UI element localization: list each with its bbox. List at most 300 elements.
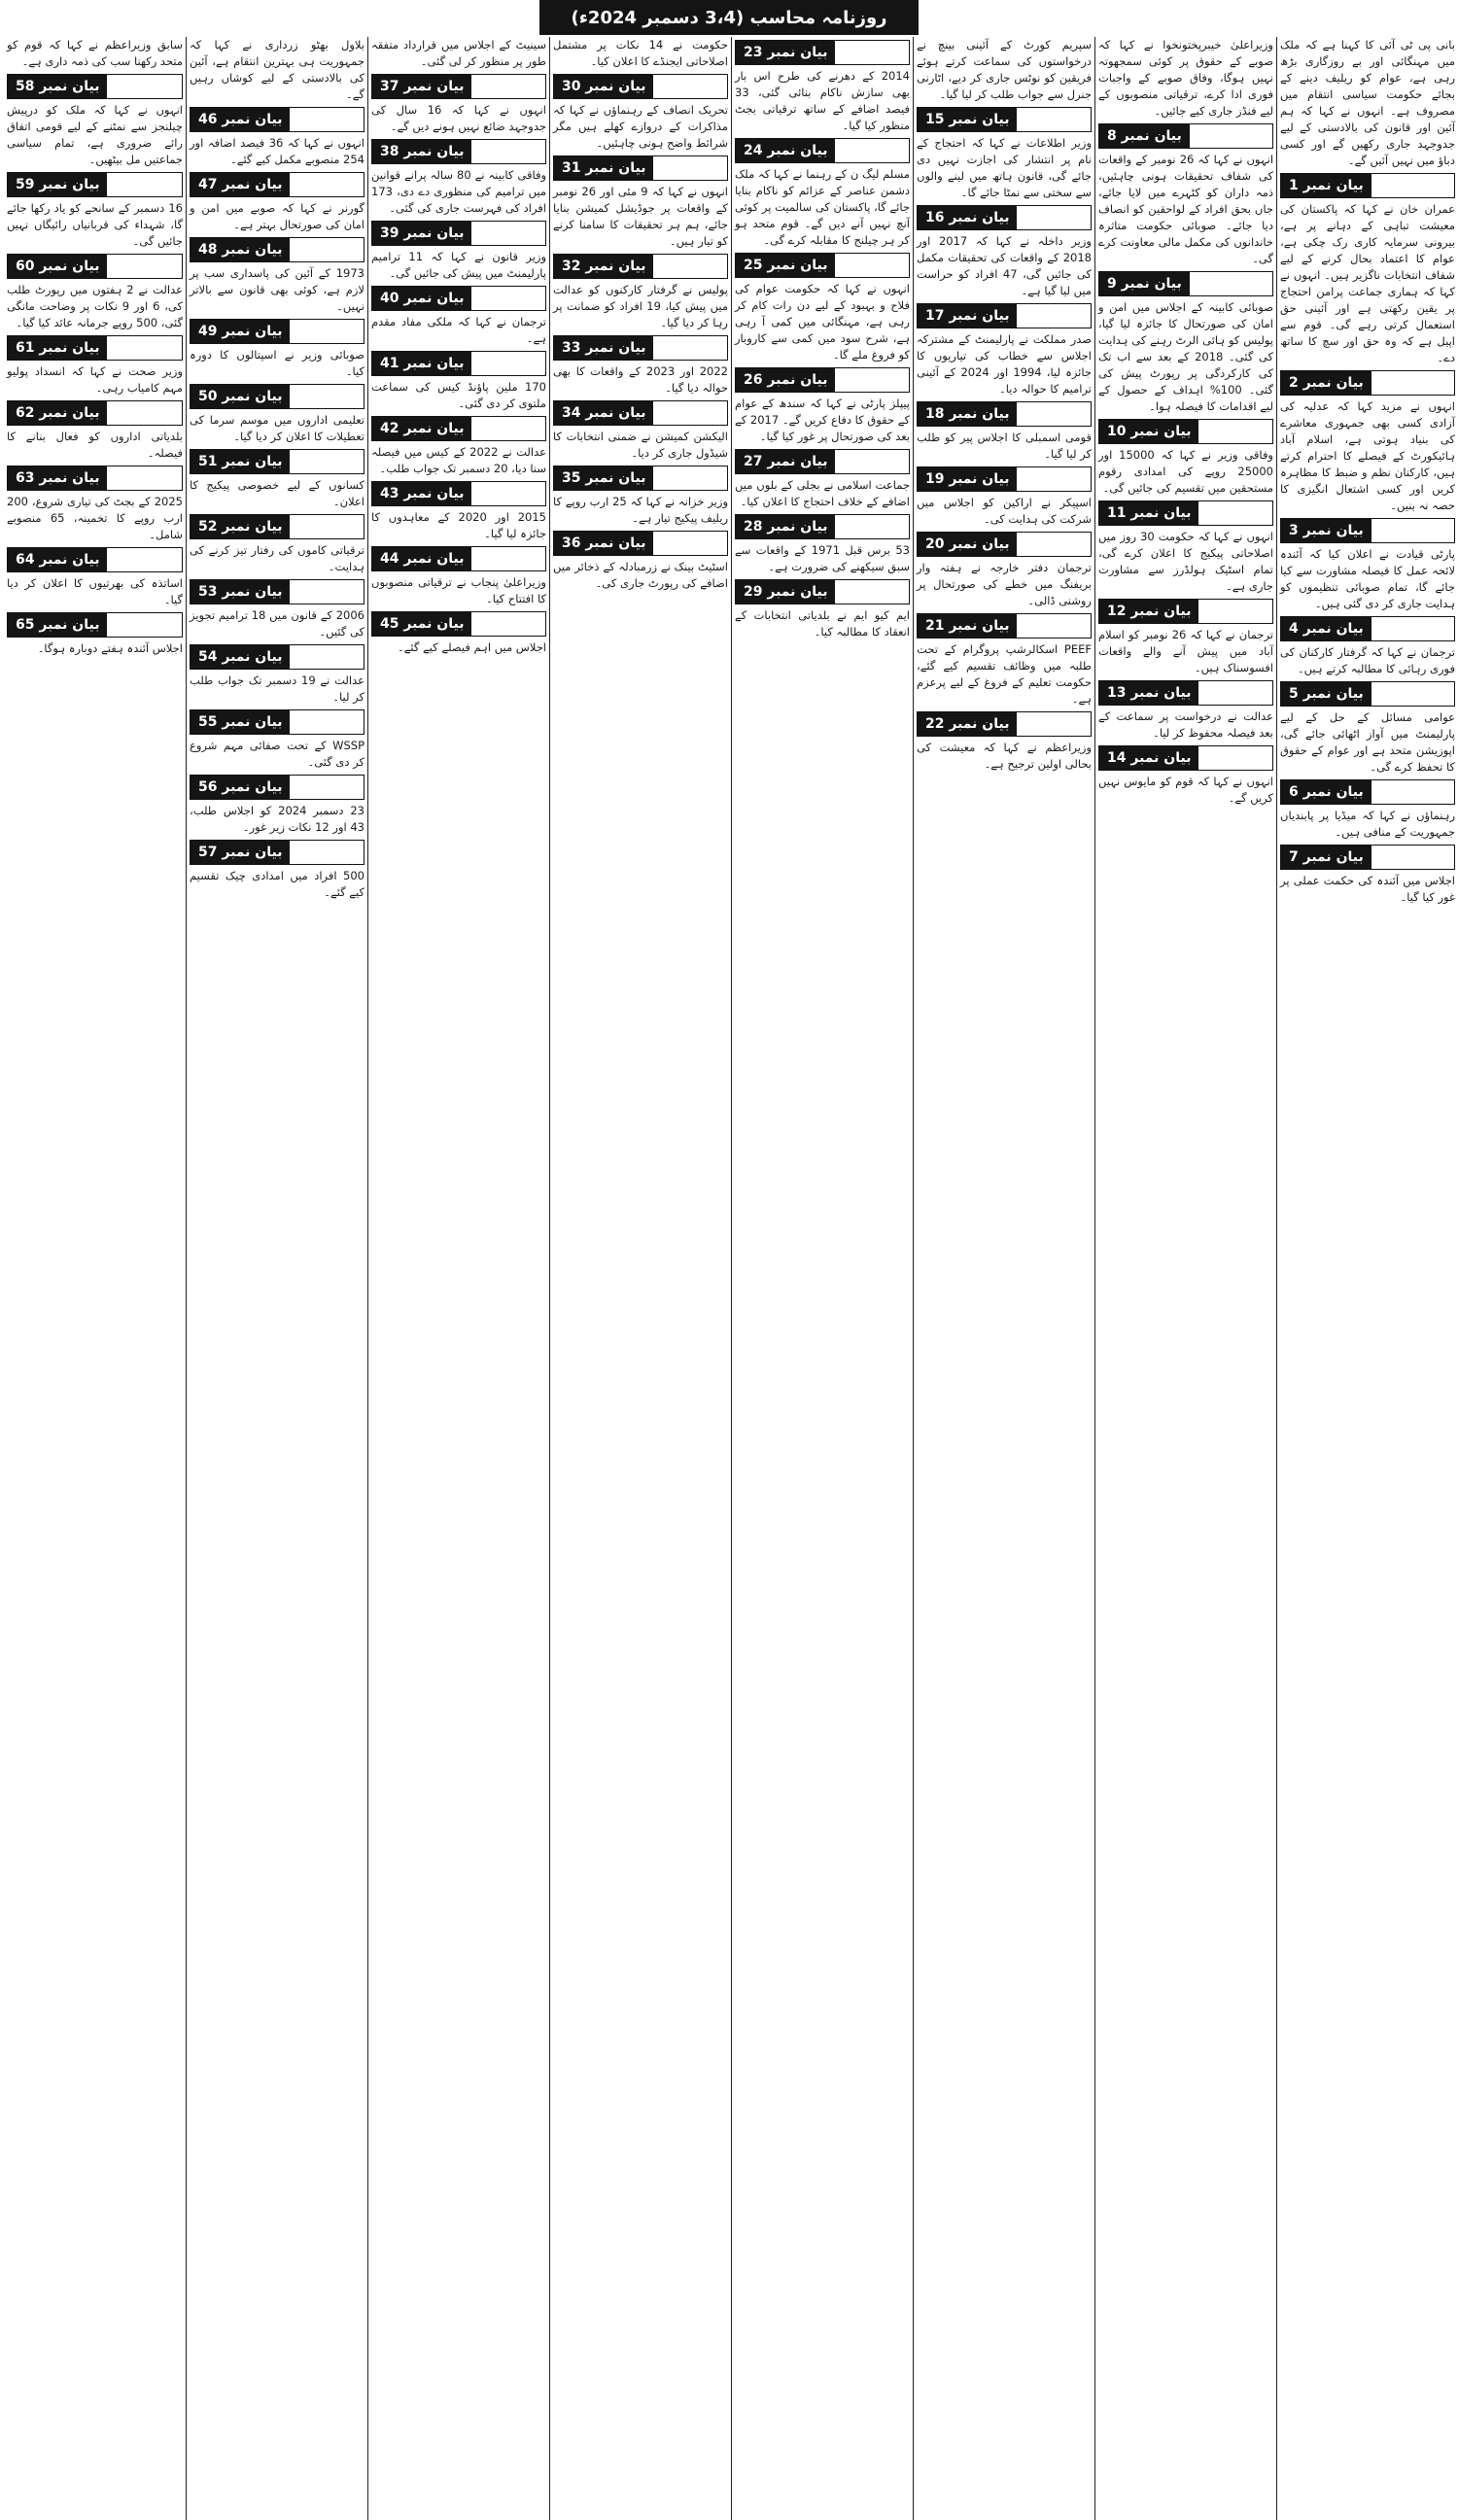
statement-number-label: بیان نمبر 26 (736, 368, 835, 392)
header-rule (107, 466, 182, 490)
statement-number-label: بیان نمبر 55 (191, 710, 290, 734)
statement-number-label: بیان نمبر 60 (8, 255, 107, 278)
header-rule (1017, 402, 1091, 426)
statement-block (553, 254, 728, 331)
news-column (367, 37, 549, 2520)
statement-header (1280, 681, 1455, 707)
statement-number-label: بیان نمبر 35 (554, 466, 653, 490)
statement-block (190, 319, 364, 380)
statement-header (371, 611, 546, 637)
statement-block (1280, 779, 1455, 841)
statement-block (371, 611, 546, 656)
statement-header (7, 335, 183, 361)
statement-header (371, 546, 546, 571)
statement-number-label: بیان نمبر 62 (8, 401, 107, 425)
statement-number-label: بیان نمبر 5 (1281, 682, 1371, 706)
statement-text: 2015 اور 2020 کے معاہدوں کا جائزہ لیا گیا۔ (371, 510, 546, 540)
statement-block (190, 840, 364, 901)
statement-number-label: بیان نمبر 33 (554, 336, 653, 360)
statement-header (553, 155, 728, 181)
header-rule (653, 466, 727, 490)
statement-text: انہوں نے کہا کہ 16 سال کی جدوجہد ضائع نہیں ہونے دیں گے۔ (371, 103, 547, 133)
header-rule (1190, 272, 1272, 295)
statement-block (1280, 37, 1455, 169)
statement-text: عمران خان نے کہا کہ پاکستان کی معیشت تباہی کے دہانے پر ہے، بیرونی سرمایہ کاری رک چکی ہے، عوام کا اعتماد بحال کرنے کے لیے شفاف انتخابات ناگزیر ہیں۔ انہوں نے کہا کہ ہماری جماعت پرامن احتجاج پر یقین رکھتی ہے اور آئینی حق استعمال کرتی رہے گی۔ قوم سے اپیل ہے کہ وہ حق اور سچ کا ساتھ دے۔ (1280, 202, 1455, 364)
statement-header (190, 384, 364, 409)
statement-block (190, 449, 364, 510)
statement-text: انہوں نے کہا کہ حکومت 30 روز میں اصلاحاتی پیکیج کا اعلان کرے گی، تمام اسٹیک ہولڈرز سے مشاورت جاری ہے۔ (1098, 530, 1273, 593)
statement-header (1098, 680, 1273, 706)
statement-text: جماعت اسلامی نے بجلی کے بلوں میں اضافے کے خلاف احتجاج کا اعلان کیا۔ (735, 478, 910, 508)
statement-block (190, 644, 364, 706)
statement-text: 53 برس قبل 1971 کے واقعات سے سبق سیکھنے کی ضرورت ہے۔ (735, 543, 910, 573)
statement-header (917, 532, 1092, 557)
header-rule (1198, 681, 1272, 705)
statement-number-label: بیان نمبر 4 (1281, 617, 1371, 640)
news-column (1094, 37, 1276, 2520)
header-rule (1017, 108, 1091, 131)
statement-number-label: بیان نمبر 38 (372, 140, 471, 163)
statement-text: بانی پی ٹی آئی کا کہنا ہے کہ ملک میں مہنگائی اور بے روزگاری بڑھ رہی ہے، عوام کو ریلیف دینے کے بجائے حکومت سیاسی انتقام میں مصروف ہے۔ انہوں نے کہا کہ ہم آئین اور قانون کی بالادستی کے لیے جدوجہد جاری رکھیں گے اور کسی دباؤ میں نہیں آئیں گے۔ (1280, 38, 1455, 167)
statement-block (1280, 681, 1455, 776)
statement-block (553, 466, 728, 527)
statement-number-label: بیان نمبر 10 (1099, 420, 1198, 443)
statement-text: اجلاس میں اہم فیصلے کیے گئے۔ (397, 640, 546, 654)
statement-number-label: بیان نمبر 32 (554, 255, 653, 278)
statement-block (371, 546, 546, 607)
header-rule (835, 254, 909, 277)
statement-text: رہنماؤں نے کہا کہ میڈیا پر پابندیاں جمہوریت کے منافی ہیں۔ (1280, 809, 1455, 839)
statement-block (917, 37, 1092, 103)
header-rule (835, 515, 909, 538)
statement-number-label: بیان نمبر 52 (191, 515, 290, 538)
statement-number-label: بیان نمبر 21 (918, 614, 1017, 638)
statement-number-label: بیان نمبر 11 (1099, 501, 1198, 525)
statement-block (1098, 680, 1273, 742)
statement-block (1280, 370, 1455, 514)
header-rule (290, 450, 364, 473)
header-rule (471, 287, 545, 310)
statement-block (371, 416, 546, 477)
header-rule (835, 450, 909, 473)
header-rule (653, 336, 727, 360)
statement-text: وزیر اطلاعات نے کہا کہ احتجاج کے نام پر انتشار کی اجازت نہیں دی جائے گی، قانون ہاتھ میں لینے والوں سے سختی سے نمٹا جائے گا۔ (917, 136, 1092, 199)
statement-header (1280, 845, 1455, 870)
header-rule (471, 75, 545, 98)
statement-header (1280, 518, 1455, 543)
statement-block (190, 237, 364, 315)
header-rule (1198, 600, 1272, 623)
statement-header (735, 579, 910, 604)
statement-text: صوبائی کابینہ کے اجلاس میں امن و امان کی صورتحال کا جائزہ لیا گیا، پولیس کو ہائی الرٹ رہنے کی ہدایت کی گئی۔ 2018 کے بعد سے اب تک کی کارکردگی پر رپورٹ پیش کی گئی۔ 100% اہداف کے حصول کے لیے اقدامات کا فیصلہ ہوا۔ (1098, 300, 1274, 413)
statement-number-label: بیان نمبر 46 (191, 108, 290, 131)
header-rule (1017, 206, 1091, 229)
statement-text: عدالت نے 19 دسمبر تک جواب طلب کر لیا۔ (190, 673, 364, 704)
statement-header (371, 481, 546, 506)
statement-block (917, 711, 1092, 773)
statement-text: حکومت نے 14 نکات پر مشتمل اصلاحاتی ایجنڈے کا اعلان کیا۔ (553, 38, 728, 68)
statement-block (371, 139, 546, 217)
statement-block (1098, 123, 1273, 267)
statement-number-label: بیان نمبر 42 (372, 417, 471, 440)
statement-block (553, 155, 728, 250)
header-rule (107, 613, 182, 637)
statement-block (7, 612, 183, 657)
statement-text: ترجمان نے کہا کہ ملکی مفاد مقدم ہے۔ (371, 315, 546, 345)
statement-number-label: بیان نمبر 9 (1099, 272, 1190, 295)
statement-block (917, 303, 1092, 397)
header-rule (1371, 780, 1454, 804)
statement-number-label: بیان نمبر 50 (191, 385, 290, 408)
statement-header (553, 254, 728, 279)
statement-block (553, 531, 728, 592)
statement-header (917, 711, 1092, 737)
header-rule (1017, 533, 1091, 556)
statement-text: گورنر نے کہا کہ صوبے میں امن و امان کی صورتحال بہتر ہے۔ (190, 201, 364, 231)
statement-number-label: بیان نمبر 40 (372, 287, 471, 310)
statement-header (1098, 501, 1273, 526)
statement-block (1280, 845, 1455, 906)
statement-text: اسٹیٹ بینک نے زرمبادلہ کے ذخائر میں اضافے کی رپورٹ جاری کی۔ (553, 560, 728, 590)
statement-number-label: بیان نمبر 41 (372, 352, 471, 375)
header-rule (107, 255, 182, 278)
statement-header (371, 139, 546, 164)
statement-text: وفاقی وزیر نے کہا کہ 15000 اور 25000 روپے کی امدادی رقوم مستحقین میں تقسیم کی جائیں گی۔ (1098, 448, 1273, 495)
header-rule (290, 173, 364, 196)
statement-number-label: بیان نمبر 12 (1099, 600, 1198, 623)
statement-header (1098, 599, 1273, 624)
statement-header (190, 449, 364, 474)
header-rule (471, 352, 545, 375)
header-rule (290, 108, 364, 131)
header-rule (1371, 174, 1454, 197)
statement-header (1280, 173, 1455, 198)
statement-text: انہوں نے کہا کہ 9 مئی اور 26 نومبر کے واقعات پر جوڈیشل کمیشن بنایا جائے، ہم ہر تحقیقات کا سامنا کرنے کو تیار ہیں۔ (553, 185, 728, 248)
statement-header (190, 172, 364, 197)
statement-block (735, 579, 910, 640)
statement-block (7, 254, 183, 331)
header-rule (471, 482, 545, 505)
statement-block (7, 37, 183, 70)
statement-text: ترقیاتی کاموں کی رفتار تیز کرنے کی ہدایت۔ (190, 543, 364, 573)
statement-text: تحریک انصاف کے رہنماؤں نے کہا کہ مذاکرات کے دروازے کھلے ہیں مگر شرائط واضح ہونی چاہئیں۔ (553, 103, 728, 150)
statement-number-label: بیان نمبر 65 (8, 613, 107, 637)
header-rule (835, 139, 909, 162)
statement-number-label: بیان نمبر 6 (1281, 780, 1371, 804)
statement-number-label: بیان نمبر 31 (554, 156, 653, 180)
statement-number-label: بیان نمبر 18 (918, 402, 1017, 426)
statement-text: 2025 کے بجٹ کی تیاری شروع، 200 ارب روپے کا تخمینہ، 65 منصوبے شامل۔ (7, 495, 183, 541)
statement-number-label: بیان نمبر 56 (191, 776, 290, 799)
statement-text: اجلاس آئندہ ہفتے دوبارہ ہوگا۔ (37, 641, 183, 655)
statement-block (7, 74, 183, 168)
statement-number-label: بیان نمبر 30 (554, 75, 653, 98)
header-rule (107, 173, 182, 196)
statement-text: وفاقی کابینہ نے 80 سالہ پرانے قوانین میں ترامیم کی منظوری دے دی، 173 افراد کی فہرست جاری کی گئی۔ (371, 168, 547, 215)
statement-text: اساتذہ کی بھرتیوں کا اعلان کر دیا گیا۔ (7, 576, 183, 606)
statement-block (7, 547, 183, 608)
statement-number-label: بیان نمبر 29 (736, 580, 835, 604)
statement-number-label: بیان نمبر 25 (736, 254, 835, 277)
statement-block (553, 74, 728, 152)
statement-header (917, 613, 1092, 639)
header-rule (1190, 124, 1272, 148)
statement-header (553, 531, 728, 556)
header-rule (471, 612, 545, 636)
statement-text: پیپلز پارٹی نے کہا کہ سندھ کے عوام کے حقوق کا دفاع کریں گے۔ 2017 کے بعد کی صورتحال پر غور کیا گیا۔ (735, 397, 910, 443)
statement-header (553, 466, 728, 491)
statement-number-label: بیان نمبر 45 (372, 612, 471, 636)
statement-number-label: بیان نمبر 59 (8, 173, 107, 196)
statement-block (917, 466, 1092, 528)
news-column (186, 37, 367, 2520)
statement-number-label: بیان نمبر 53 (191, 580, 290, 604)
statement-number-label: بیان نمبر 22 (918, 712, 1017, 736)
statement-block (1098, 745, 1273, 807)
statement-text: 170 ملین پاؤنڈ کیس کی سماعت ملتوی کر دی گئی۔ (371, 380, 546, 410)
statement-text: وزیر قانون نے کہا کہ 11 ترامیم پارلیمنٹ میں پیش کی جائیں گی۔ (371, 250, 547, 280)
statement-text: ترجمان نے کہا کہ گرفتار کارکنان کی فوری رہائی کا مطالبہ کرتے ہیں۔ (1280, 645, 1455, 675)
statement-number-label: بیان نمبر 24 (736, 139, 835, 162)
statement-text: اسپیکر نے اراکین کو اجلاس میں شرکت کی ہدایت کی۔ (917, 496, 1092, 526)
statement-block (371, 37, 546, 70)
statement-header (371, 416, 546, 441)
statement-text: وزیر خزانہ نے کہا کہ 25 ارب روپے کا ریلیف پیکیج تیار ہے۔ (553, 495, 728, 525)
header-rule (1017, 712, 1091, 736)
statement-block (735, 138, 910, 249)
statement-number-label: بیان نمبر 37 (372, 75, 471, 98)
statement-block (553, 335, 728, 397)
statement-number-label: بیان نمبر 16 (918, 206, 1017, 229)
statement-header (190, 709, 364, 735)
statement-text: 2014 کے دھرنے کی طرح اس بار بھی سازش ناکام بنائی گئی، 33 فیصد اضافے کے ساتھ ترقیاتی بجٹ منظور کیا گیا۔ (735, 69, 910, 132)
statement-header (735, 367, 910, 393)
statement-header (190, 775, 364, 800)
statement-block (371, 351, 546, 412)
header-rule (290, 776, 364, 799)
statement-header (7, 254, 183, 279)
statement-number-label: بیان نمبر 20 (918, 533, 1017, 556)
statement-number-label: بیان نمبر 8 (1099, 124, 1190, 148)
statement-header (190, 579, 364, 604)
statement-number-label: بیان نمبر 17 (918, 304, 1017, 328)
statement-header (1280, 616, 1455, 641)
statement-text: وزیر داخلہ نے کہا کہ 2017 اور 2018 کے واقعات کی تحقیقات مکمل کی جائیں گی، 47 افراد کو حراست میں لیا گیا ہے۔ (917, 234, 1092, 297)
header-rule (653, 156, 727, 180)
statement-block (917, 401, 1092, 463)
statement-number-label: بیان نمبر 44 (372, 547, 471, 570)
statement-block (371, 481, 546, 542)
statement-block (371, 74, 546, 135)
statement-number-label: بیان نمبر 28 (736, 515, 835, 538)
statement-header (1098, 123, 1273, 149)
statement-header (1098, 419, 1273, 444)
statement-text: بلدیاتی اداروں کو فعال بنانے کا فیصلہ۔ (7, 430, 183, 460)
statement-header (371, 221, 546, 246)
statement-header (190, 107, 364, 132)
statement-text: 23 دسمبر 2024 کو اجلاس طلب، 43 اور 12 نکات زیر غور۔ (190, 804, 364, 834)
header-rule (290, 580, 364, 604)
statement-number-label: بیان نمبر 19 (918, 467, 1017, 491)
news-column (731, 37, 913, 2520)
statement-number-label: بیان نمبر 36 (554, 532, 653, 555)
statement-header (735, 138, 910, 163)
statement-text: وزیراعظم نے کہا کہ معیشت کی بحالی اولین ترجیح ہے۔ (917, 741, 1092, 771)
news-column (4, 37, 186, 2520)
statement-block (1098, 501, 1273, 595)
statement-header (190, 644, 364, 670)
header-rule (290, 515, 364, 538)
statement-number-label: بیان نمبر 7 (1281, 846, 1371, 869)
statement-block (735, 40, 910, 134)
statement-header (1098, 745, 1273, 771)
statement-header (735, 40, 910, 65)
statement-text: کسانوں کے لیے خصوصی پیکیج کا اعلان۔ (190, 478, 364, 508)
statement-header (917, 401, 1092, 427)
statement-text: 2006 کے قانون میں 18 ترامیم تجویز کی گئیں۔ (190, 608, 364, 639)
statement-header (1280, 370, 1455, 396)
statement-header (371, 74, 546, 99)
statement-number-label: بیان نمبر 2 (1281, 371, 1371, 395)
header-rule (290, 710, 364, 734)
statement-block (7, 400, 183, 462)
statement-number-label: بیان نمبر 23 (736, 41, 835, 64)
statement-text: انہوں نے مزید کہا کہ عدلیہ کی آزادی کسی بھی جمہوری معاشرے کی بنیاد ہوتی ہے، اسلام آباد ہائیکورٹ کے فیصلے کا احترام کرتے ہیں، کارکنان نظم و ضبط کا مظاہرہ کریں اور کسی اشتعال انگیزی کا حصہ نہ بنیں۔ (1280, 399, 1455, 512)
statement-text: وزیراعلیٰ خیبرپختونخوا نے کہا کہ صوبے کے حقوق پر کوئی سمجھوتہ نہیں ہوگا، وفاق صوبے کے واجبات فوری ادا کرے، ترقیاتی منصوبوں کے لیے فنڈز جاری کیے جائیں۔ (1098, 38, 1273, 118)
header-rule (653, 255, 727, 278)
statement-number-label: بیان نمبر 61 (8, 336, 107, 360)
news-column (1276, 37, 1458, 2520)
header-rule (471, 417, 545, 440)
header-rule (1371, 519, 1454, 542)
statement-header (553, 335, 728, 361)
header-rule (1198, 501, 1272, 525)
statement-block (917, 532, 1092, 609)
statement-number-label: بیان نمبر 13 (1099, 681, 1198, 705)
header-rule (1371, 682, 1454, 706)
statement-number-label: بیان نمبر 27 (736, 450, 835, 473)
statement-text: سابق وزیراعظم نے کہا کہ قوم کو متحد رکھنا سب کی ذمہ داری ہے۔ (7, 38, 183, 68)
header-rule (290, 320, 364, 343)
header-rule (290, 645, 364, 669)
statement-header (735, 253, 910, 278)
statement-header (371, 351, 546, 376)
statement-header (917, 205, 1092, 230)
statement-block (190, 514, 364, 575)
header-rule (1017, 614, 1091, 638)
statement-text: انہوں نے کہا کہ ملک کو درپیش چیلنجز سے نمٹنے کے لیے قومی اتفاق رائے ضروری ہے، تمام سیاسی جماعتیں مل بیٹھیں۔ (7, 103, 183, 166)
statement-text: ترجمان نے کہا کہ 26 نومبر کو اسلام آباد میں پیش آنے والے واقعات افسوسناک ہیں۔ (1098, 628, 1274, 674)
statement-text: ایم کیو ایم نے بلدیاتی انتخابات کے انعقاد کا مطالبہ کیا۔ (735, 608, 910, 639)
statement-text: WSSP کے تحت صفائی مہم شروع کر دی گئی۔ (190, 739, 364, 769)
statement-text: پولیس نے گرفتار کارکنوں کو عدالت میں پیش کیا، 19 افراد کو ضمانت پر رہا کر دیا گیا۔ (553, 283, 728, 329)
statement-header (917, 303, 1092, 328)
news-column (913, 37, 1094, 2520)
statement-text: پارٹی قیادت نے اعلان کیا کہ آئندہ لائحہ عمل کا فیصلہ مشاورت سے کیا جائے گا، تمام صوبائی تنظیموں کو ہدایت جاری کر دی گئی ہیں۔ (1280, 547, 1455, 610)
statement-block (917, 107, 1092, 201)
header-rule (107, 548, 182, 571)
statement-header (7, 466, 183, 491)
statement-header (7, 172, 183, 197)
statement-number-label: بیان نمبر 43 (372, 482, 471, 505)
header-rule (835, 41, 909, 64)
statement-block (7, 172, 183, 250)
statement-block (190, 107, 364, 168)
statement-block (190, 384, 364, 445)
header-rule (1198, 420, 1272, 443)
statement-block (190, 37, 364, 103)
statement-text: الیکشن کمیشن نے ضمنی انتخابات کا شیڈول جاری کر دیا۔ (553, 430, 728, 460)
statement-number-label: بیان نمبر 51 (191, 450, 290, 473)
statement-header (190, 319, 364, 344)
header-rule (290, 238, 364, 261)
header-rule (835, 580, 909, 604)
header-rule (1198, 746, 1272, 770)
statement-text: عدالت نے 2022 کے کیس میں فیصلہ سنا دیا، 20 دسمبر تک جواب طلب۔ (371, 445, 546, 475)
header-rule (1371, 846, 1454, 869)
header-rule (1371, 371, 1454, 395)
news-columns (0, 37, 1458, 2520)
header-rule (471, 222, 545, 245)
statement-header (7, 400, 183, 426)
statement-block (1280, 616, 1455, 677)
statement-number-label: بیان نمبر 34 (554, 401, 653, 425)
statement-text: انہوں نے کہا کہ قوم کو مایوس نہیں کریں گے۔ (1098, 775, 1273, 805)
statement-text: انہوں نے کہا کہ 26 نومبر کے واقعات کی شفاف تحقیقات ہونی چاہئیں، ذمہ داران کو کٹہرے میں لایا جائے، جاں بحق افراد کے لواحقین کو انصاف دیا جائے۔ صوبائی حکومت متاثرہ خاندانوں کی مکمل مالی معاونت کرے گی۔ (1098, 153, 1274, 265)
statement-block (1098, 37, 1273, 120)
statement-block (553, 37, 728, 70)
statement-text: 16 دسمبر کے سانحے کو یاد رکھا جائے گا، شہداء کی قربانیاں رائیگاں نہیں جائیں گی۔ (7, 201, 183, 248)
statement-number-label: بیان نمبر 1 (1281, 174, 1371, 197)
header-rule (653, 75, 727, 98)
statement-text: PEEF اسکالرشپ پروگرام کے تحت طلبہ میں وظائف تقسیم کیے گئے، حکومت تعلیم کے فروغ کے لیے پرعزم ہے۔ (917, 642, 1092, 706)
header-rule (107, 75, 182, 98)
statement-header (190, 237, 364, 262)
statement-number-label: بیان نمبر 39 (372, 222, 471, 245)
statement-block (735, 449, 910, 510)
statement-block (1098, 419, 1273, 497)
statement-header (735, 514, 910, 539)
statement-block (553, 400, 728, 462)
statement-block (735, 367, 910, 445)
statement-text: عدالت نے 2 ہفتوں میں رپورٹ طلب کی، 6 اور 9 نکات پر وضاحت مانگی گئی، 500 روپے جرمانہ عائد کیا گیا۔ (7, 283, 184, 329)
statement-text: انہوں نے کہا کہ 36 فیصد اضافہ اور 254 منصوبے مکمل کیے گئے۔ (190, 136, 364, 166)
header-rule (653, 532, 727, 555)
statement-number-label: بیان نمبر 58 (8, 75, 107, 98)
statement-header (917, 107, 1092, 132)
statement-block (735, 514, 910, 575)
statement-header (553, 400, 728, 426)
statement-block (7, 335, 183, 397)
newspaper-masthead (539, 0, 919, 35)
news-column (549, 37, 731, 2520)
header-rule (107, 336, 182, 360)
statement-block (190, 172, 364, 233)
statement-text: عوامی مسائل کے حل کے لیے پارلیمنٹ میں آواز اٹھائی جائے گی، اپوزیشن متحد ہے اور عوام کے حقوق کا تحفظ کرے گی۔ (1280, 710, 1455, 774)
statement-text: 500 افراد میں امدادی چیک تقسیم کیے گئے۔ (190, 869, 364, 899)
statement-block (917, 613, 1092, 708)
statement-text: 1973 کے آئین کی پاسداری سب پر لازم ہے، کوئی بھی قانون سے بالاتر نہیں۔ (190, 266, 364, 313)
statement-text: صدر مملکت نے پارلیمنٹ کے مشترکہ اجلاس سے خطاب کی تیاریوں کا جائزہ لیا، 1994 اور 2024 کے آئینی ترامیم کا حوالہ دیا۔ (917, 332, 1092, 396)
statement-text: وزیراعلیٰ پنجاب نے ترقیاتی منصوبوں کا افتتاح کیا۔ (371, 575, 546, 605)
header-rule (1371, 617, 1454, 640)
masthead-title: روزنامہ محاسب (3،4 دسمبر 2024ء) (571, 7, 887, 28)
statement-number-label: بیان نمبر 47 (191, 173, 290, 196)
statement-number-label: بیان نمبر 3 (1281, 519, 1371, 542)
statement-header (1098, 271, 1273, 296)
statement-number-label: بیان نمبر 63 (8, 466, 107, 490)
header-rule (107, 401, 182, 425)
